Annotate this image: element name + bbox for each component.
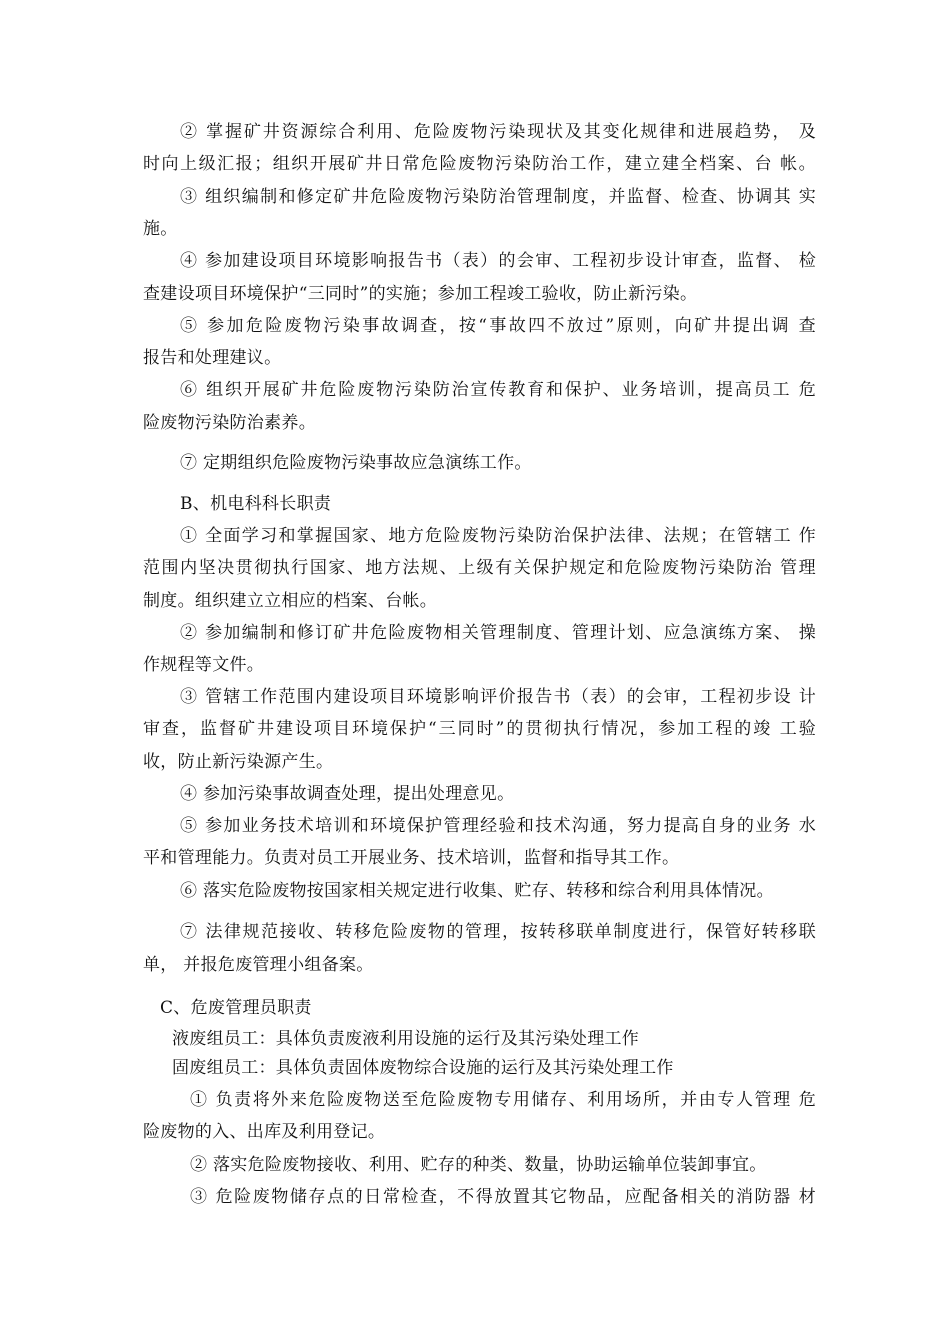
paragraph-line: ⑤ 参加业务技术培训和环境保护管理经验和技术沟通，努力提高自身的业务 水 xyxy=(180,816,816,836)
paragraph-line: ② 掌握矿井资源综合利用、危险废物污染现状及其变化规律和进展趋势， 及 xyxy=(180,122,816,142)
paragraph-line: ④ 参加污染事故调查处理，提出处理意见。 xyxy=(180,784,515,804)
paragraph-line: 查建设项目环境保护“三同时”的实施；参加工程竣工验收，防止新污染。 xyxy=(143,284,698,304)
paragraph-line: 制度。组织建立立相应的档案、台帐。 xyxy=(143,591,438,611)
paragraph-line: ③ 组织编制和修定矿井危险废物污染防治管理制度，并监督、检查、协调其 实 xyxy=(180,187,816,207)
paragraph-line: ② 参加编制和修订矿井危险废物相关管理制度、管理计划、应急演练方案、 操 xyxy=(180,623,816,643)
paragraph-line: ① 负责将外来危险废物送至危险废物专用储存、利用场所，并由专人管理 危 xyxy=(190,1090,816,1110)
paragraph-line: ⑥ 组织开展矿井危险废物污染防治宣传教育和保护、业务培训，提高员工 危 xyxy=(180,380,816,400)
paragraph-line: 施。 xyxy=(143,219,178,239)
paragraph-line: 液废组员工：具体负责废液利用设施的运行及其污染处理工作 xyxy=(172,1029,640,1049)
paragraph-line: 作规程等文件。 xyxy=(143,655,265,675)
paragraph-line: 平和管理能力。负责对员工开展业务、技术培训，监督和指导其工作。 xyxy=(143,848,680,868)
paragraph-line: 单， 并报危废管理小组备案。 xyxy=(143,955,374,975)
paragraph-line: 固废组员工：具体负责固体废物综合设施的运行及其污染处理工作 xyxy=(172,1058,674,1078)
paragraph-line: ⑤ 参加危险废物污染事故调查，按“事故四不放过”原则，向矿井提出调 查 xyxy=(180,316,816,336)
paragraph-line: ① 全面学习和掌握国家、地方危险废物污染防治保护法律、法规；在管辖工 作 xyxy=(180,526,816,546)
paragraph-line: ② 落实危险废物接收、利用、贮存的种类、数量，协助运输单位装卸事宜。 xyxy=(190,1155,767,1175)
paragraph-line: 险废物的入、出库及利用登记。 xyxy=(143,1122,386,1142)
paragraph-line: ④ 参加建设项目环境影响报告书（表）的会审、工程初步设计审查，监督、 检 xyxy=(180,251,816,271)
paragraph-line: ③ 管辖工作范围内建设项目环境影响评价报告书（表）的会审，工程初步设 计 xyxy=(180,687,816,707)
paragraph-line: ⑦ 法律规范接收、转移危险废物的管理，按转移联单制度进行，保管好转移联 xyxy=(180,922,816,942)
paragraph-line: ③ 危险废物储存点的日常检查，不得放置其它物品，应配备相关的消防器 材 xyxy=(190,1187,816,1207)
paragraph-line: 收，防止新污染源产生。 xyxy=(143,752,334,772)
section-heading: C、危废管理员职责 xyxy=(160,998,312,1018)
paragraph-line: 审查，监督矿井建设项目环境保护“三同时”的贯彻执行情况，参加工程的竣 工验 xyxy=(143,719,816,739)
paragraph-line: 险废物污染防治素养。 xyxy=(143,413,316,433)
paragraph-line: 报告和处理建议。 xyxy=(143,348,282,368)
paragraph-line: 范围内坚决贯彻执行国家、地方法规、上级有关保护规定和危险废物污染防治 管理 xyxy=(143,558,816,578)
paragraph-line: ⑦ 定期组织危险废物污染事故应急演练工作。 xyxy=(180,453,532,473)
paragraph-line: ⑥ 落实危险废物按国家相关规定进行收集、贮存、转移和综合利用具体情况。 xyxy=(180,881,774,901)
section-heading: B、机电科科长职责 xyxy=(180,494,332,514)
paragraph-line: 时向上级汇报；组织开展矿井日常危险废物污染防治工作，建立建全档案、台 帐。 xyxy=(143,154,816,174)
